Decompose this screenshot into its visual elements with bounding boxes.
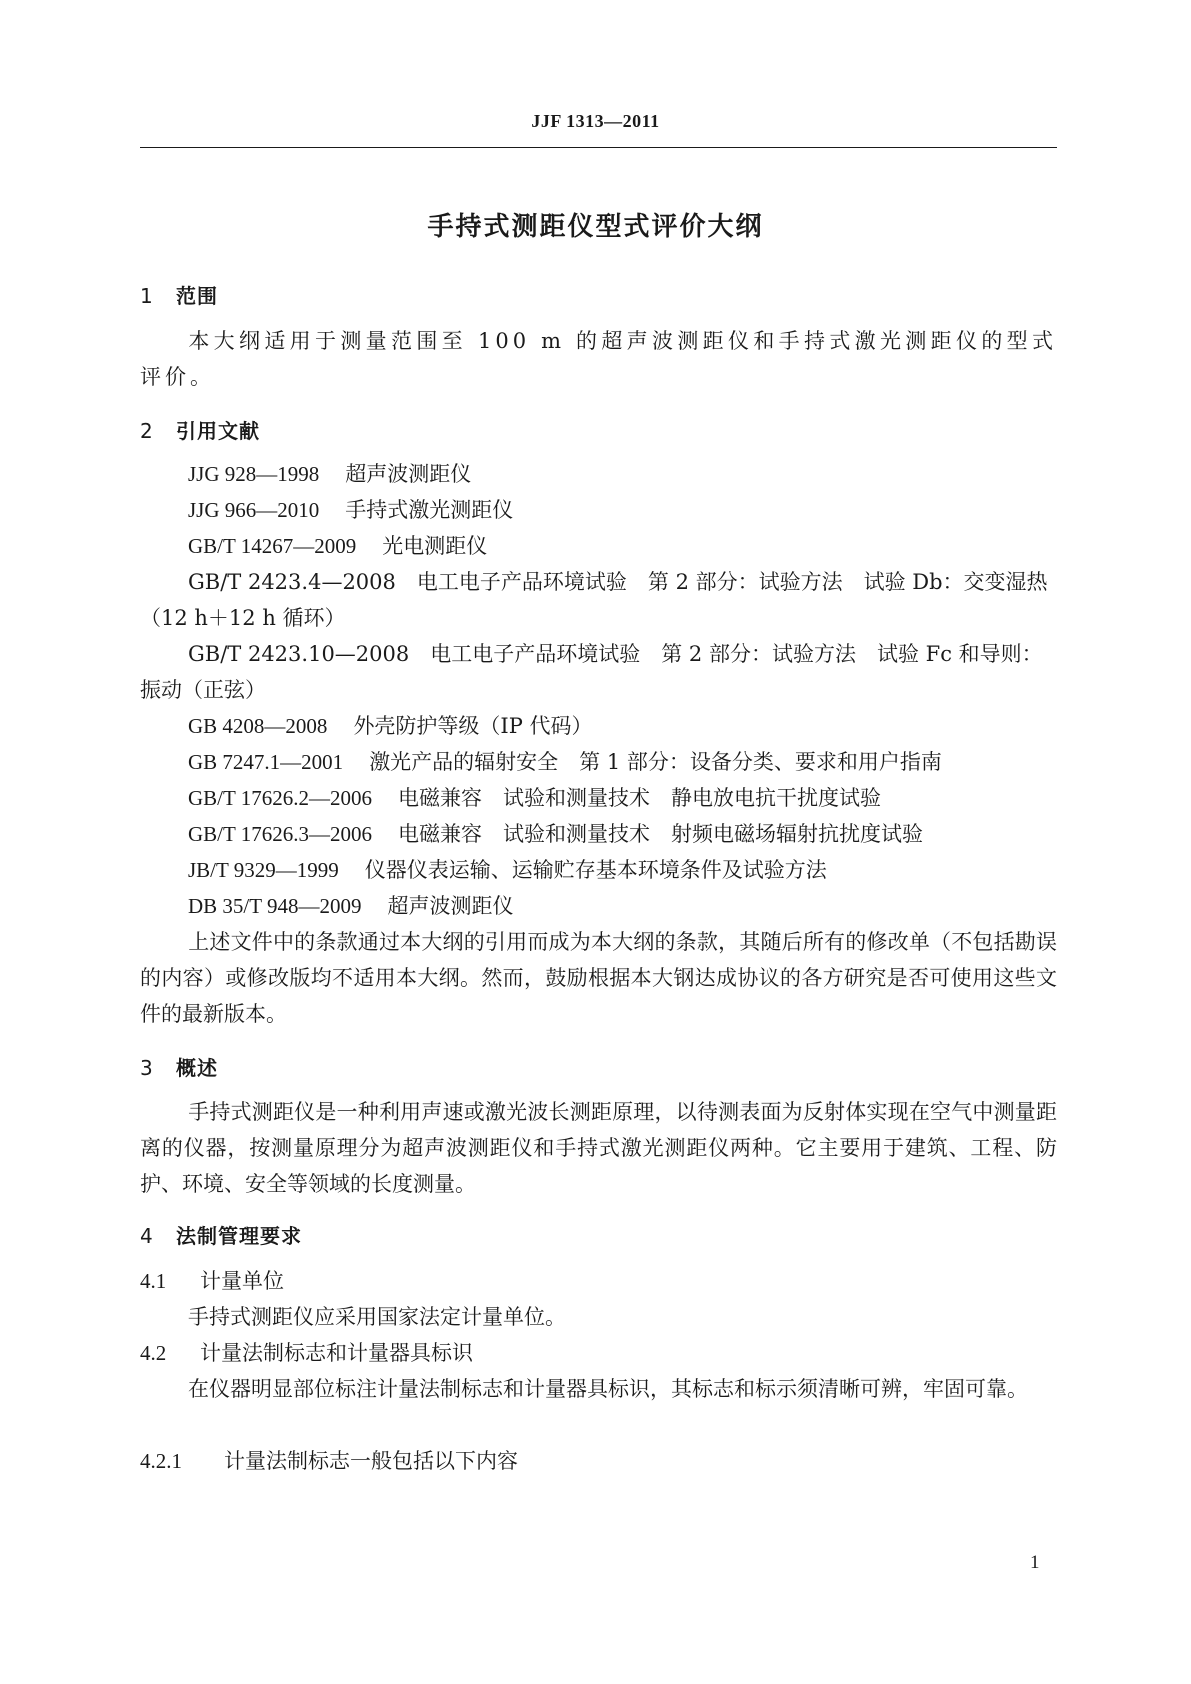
section-2-heading xyxy=(140,415,260,444)
reference-code: GB/T 2423.10—2008 xyxy=(188,642,410,666)
reference-title: 电工电子产品环境试验 第 2 部分：试验方法 试验 Fc 和导则：振动（正弦） xyxy=(140,642,1043,702)
reference-title: 电磁兼容 试验和测量技术 射频电磁场辐射抗扰度试验 xyxy=(397,822,923,846)
section-title: 概述 xyxy=(176,1056,218,1080)
subsection-number: 4.2.1 xyxy=(140,1449,182,1473)
subsection-title: 计量单位 xyxy=(200,1269,284,1293)
section-3-heading xyxy=(140,1052,218,1081)
subsection-number: 4.2 xyxy=(140,1341,167,1365)
subsection-4-2-heading xyxy=(140,1335,473,1371)
reference-item xyxy=(188,456,471,492)
reference-item xyxy=(140,564,1057,636)
reference-code: JJG 928—1998 xyxy=(188,462,320,486)
reference-item xyxy=(140,636,1057,708)
reference-code: JB/T 9329—1999 xyxy=(188,858,339,882)
subsection-4-1-heading xyxy=(140,1263,284,1299)
reference-item xyxy=(188,528,487,564)
subsection-4-2-text: 在仪器明显部位标注计量法制标志和计量器具标识，其标志和标示须清晰可辨，牢固可靠。 xyxy=(188,1377,1028,1401)
reference-item xyxy=(188,888,513,924)
reference-item xyxy=(188,744,942,780)
document-title: 手持式测距仪型式评价大纲 xyxy=(427,212,764,242)
reference-title: 超声波测距仪 xyxy=(387,894,514,918)
reference-code: GB/T 17626.2—2006 xyxy=(188,786,372,810)
subsection-title: 计量法制标志一般包括以下内容 xyxy=(224,1449,518,1473)
overview-paragraph: 手持式测距仪是一种利用声速或激光波长测距原理，以待测表面为反射体实现在空气中测量距离的仪器，按测量原理分为超声波测距仪和手持式激光测距仪两种。它主要用于建筑、工程、防护、环境、安全等领域的长度测量。 xyxy=(140,1100,1057,1196)
reference-item xyxy=(188,492,513,528)
section-number: 2 xyxy=(140,419,154,443)
reference-title: 电磁兼容 试验和测量技术 静电放电抗干扰度试验 xyxy=(397,786,881,810)
section-number: 4 xyxy=(140,1224,154,1248)
section-number: 1 xyxy=(140,284,154,308)
reference-code: GB 4208—2008 xyxy=(188,714,328,738)
reference-code: DB 35/T 948—2009 xyxy=(188,894,362,918)
section-1-heading xyxy=(140,280,218,309)
scope-paragraph: 本大纲适用于测量范围至 100 m 的超声波测距仪和手持式激光测距仪的型式评价。 xyxy=(140,329,1057,389)
reference-item xyxy=(188,708,593,744)
section-number: 3 xyxy=(140,1056,154,1080)
reference-code: JJG 966—2010 xyxy=(188,498,320,522)
references-note-paragraph: 上述文件中的条款通过本大纲的引用而成为本大纲的条款，其随后所有的修改单（不包括勘误的内容）或修改版均不适用本大纲。然而，鼓励根据本大钢达成协议的各方研究是否可使用这些文件的最新版本。 xyxy=(140,930,1057,1026)
section-title: 范围 xyxy=(176,284,218,308)
subsection-number: 4.1 xyxy=(140,1269,167,1293)
reference-title: 超声波测距仪 xyxy=(345,462,472,486)
subsection-4-2-1-heading xyxy=(140,1443,518,1479)
subsection-title: 计量法制标志和计量器具标识 xyxy=(200,1341,473,1365)
reference-title: 光电测距仪 xyxy=(382,534,488,558)
subsection-4-1-text: 手持式测距仪应采用国家法定计量单位。 xyxy=(188,1305,566,1329)
section-title: 法制管理要求 xyxy=(176,1224,302,1248)
reference-code: GB/T 14267—2009 xyxy=(188,534,357,558)
page-number: 1 xyxy=(1030,1552,1040,1573)
reference-title: 外壳防护等级（IP 代码） xyxy=(353,714,593,738)
section-title: 引用文献 xyxy=(176,419,260,443)
reference-title: 电工电子产品环境试验 第 2 部分：试验方法 试验 Db：交变湿热（12 h＋12 h 循环） xyxy=(140,570,1048,630)
reference-title: 仪器仪表运输、运输贮存基本环境条件及试验方法 xyxy=(364,858,827,882)
reference-item xyxy=(188,780,881,816)
section-4-heading xyxy=(140,1220,302,1249)
reference-title: 手持式激光测距仪 xyxy=(345,498,514,522)
reference-code: GB 7247.1—2001 xyxy=(188,750,344,774)
header-standard-code: JJF 1313—2011 xyxy=(531,111,660,131)
reference-item xyxy=(188,816,923,852)
reference-item xyxy=(188,852,827,888)
reference-title: 激光产品的辐射安全 第 1 部分：设备分类、要求和用户指南 xyxy=(369,750,942,774)
reference-code: GB/T 17626.3—2006 xyxy=(188,822,372,846)
header-rule xyxy=(140,147,1057,148)
reference-code: GB/T 2423.4—2008 xyxy=(188,570,396,594)
